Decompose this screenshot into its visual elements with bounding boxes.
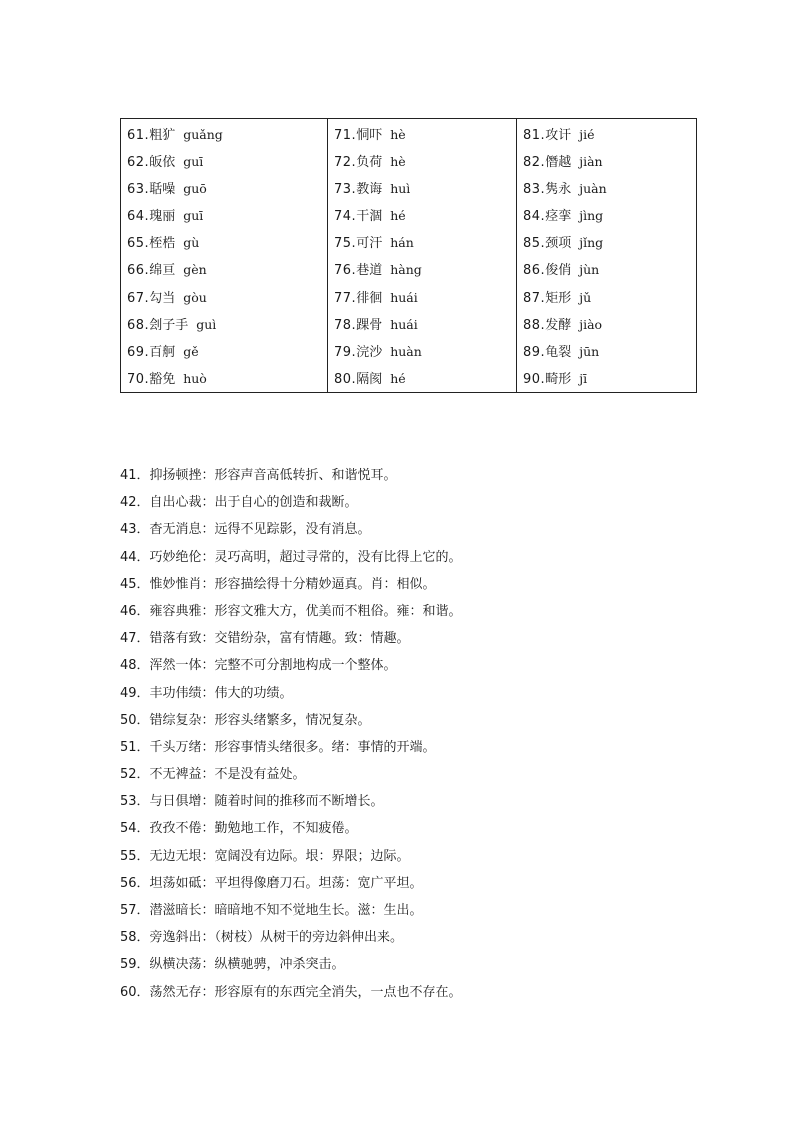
idiom-item: 43．杳无消息：远得不见踪影，没有消息。 — [120, 522, 371, 538]
entry-word: 负荷 — [356, 155, 383, 171]
entry-pinyin: gù — [183, 235, 200, 251]
entry-pinyin: guì — [196, 316, 217, 332]
entry-number: 83. — [523, 182, 546, 198]
entry-pinyin: huái — [390, 289, 418, 305]
entry-word: 聒噪 — [149, 182, 176, 198]
entry-number: 87. — [523, 290, 546, 306]
entry-number: 76. — [334, 263, 357, 279]
entry-word: 俊俏 — [545, 263, 572, 279]
idiom-item: 46．雍容典雅：形容文雅大方，优美而不粗俗。雍：和谐。 — [120, 603, 462, 619]
idiom-item: 48．浑然一体：完整不可分割地构成一个整体。 — [120, 658, 397, 674]
entry-word: 恫吓 — [356, 128, 383, 143]
entry-word: 教诲 — [356, 182, 383, 198]
idiom-item: 49．丰功伟绩：伟大的功绩。 — [120, 685, 293, 701]
pinyin-entry — [121, 175, 327, 202]
entry-pinyin: jiàn — [579, 154, 603, 170]
entry-pinyin: jūn — [579, 343, 600, 359]
entry-pinyin: jī — [579, 370, 588, 386]
pinyin-entry — [328, 202, 516, 229]
pinyin-entry — [517, 311, 696, 338]
entry-pinyin: hè — [390, 127, 406, 142]
entry-pinyin: hè — [390, 154, 406, 170]
entry-number: 86. — [523, 263, 546, 279]
entry-word: 僭越 — [545, 155, 572, 171]
pinyin-column-3 — [517, 119, 697, 393]
entry-word: 可汗 — [356, 236, 383, 252]
pinyin-entry — [517, 229, 696, 256]
idiom-item: 51．千头万绪：形容事情头绪很多。绪：事情的开端。 — [120, 739, 436, 755]
entry-number: 73. — [334, 182, 357, 198]
idiom-item: 41．抑扬顿挫：形容声音高低转折、和谐悦耳。 — [120, 468, 397, 483]
entry-number: 84. — [523, 209, 546, 225]
idiom-item: 56．坦荡如砥：平坦得像磨刀石。坦荡：宽广平坦。 — [120, 875, 423, 891]
entry-word: 畸形 — [545, 371, 572, 387]
idiom-item: 52．不无裨益：不是没有益处。 — [120, 767, 306, 783]
idiom-item: 45．惟妙惟肖：形容描绘得十分精妙逼真。肖：相似。 — [120, 576, 436, 592]
entry-pinyin: hé — [390, 208, 406, 224]
entry-word: 发酵 — [545, 317, 572, 333]
entry-number: 90. — [523, 371, 546, 387]
idiom-item: 53．与日俱增：随着时间的推移而不断增长。 — [120, 794, 384, 810]
idiom-item: 55．无边无垠：宽阔没有边际。垠：界限；边际。 — [120, 848, 410, 864]
entry-number: 81. — [523, 128, 546, 143]
pinyin-entry — [121, 229, 327, 256]
entry-pinyin: jǐng — [579, 235, 604, 251]
entry-number: 88. — [523, 317, 546, 333]
pinyin-entry — [121, 202, 327, 229]
pinyin-column-2 — [328, 119, 517, 393]
idiom-item: 57．潜滋暗长：暗暗地不知不觉地生长。滋：生出。 — [120, 903, 423, 918]
entry-number: 89. — [523, 344, 546, 360]
entry-word: 豁免 — [149, 371, 176, 387]
entry-number: 82. — [523, 155, 546, 171]
entry-pinyin: jùn — [579, 262, 600, 278]
entry-pinyin: guī — [183, 154, 204, 170]
pinyin-entry — [328, 256, 516, 283]
entry-number: 72. — [334, 155, 357, 171]
idiom-item: 58．旁逸斜出：（树枝）从树干的旁边斜伸出来。 — [120, 930, 404, 946]
entry-pinyin: gě — [183, 343, 199, 359]
pinyin-column-1 — [121, 119, 328, 393]
pinyin-entry — [517, 365, 696, 392]
entry-pinyin: hàng — [390, 262, 422, 278]
entry-pinyin: guō — [183, 181, 207, 197]
entry-pinyin: jǔ — [579, 289, 592, 305]
entry-number: 66. — [127, 263, 150, 279]
idiom-item: 60．荡然无存：形容原有的东西完全消失，一点也不存在。 — [120, 984, 462, 1000]
entry-pinyin: juàn — [579, 181, 607, 197]
entry-number: 71. — [334, 128, 357, 143]
entry-number: 85. — [523, 236, 546, 252]
idiom-item: 50．错综复杂：形容头绪繁多，情况复杂。 — [120, 712, 371, 728]
entry-pinyin: jiào — [579, 316, 603, 332]
entry-pinyin: guǎng — [183, 127, 223, 142]
pinyin-entry — [328, 148, 516, 175]
pinyin-entry — [328, 338, 516, 365]
pinyin-entry — [328, 175, 516, 202]
entry-pinyin: guī — [183, 208, 204, 224]
entry-word: 皈依 — [149, 155, 176, 171]
entry-pinyin: hán — [390, 235, 414, 251]
entry-number: 64. — [127, 209, 150, 225]
entry-number: 69. — [127, 344, 150, 360]
entry-pinyin: huì — [390, 181, 411, 197]
pinyin-entry — [121, 311, 327, 338]
pinyin-entry — [328, 284, 516, 311]
pinyin-entry — [121, 284, 327, 311]
entry-pinyin: jìng — [579, 208, 604, 224]
entry-number: 65. — [127, 236, 150, 252]
entry-word: 矩形 — [545, 290, 572, 306]
pinyin-entry — [121, 256, 327, 283]
idiom-item: 42．自出心裁：出于自心的创造和裁断。 — [120, 495, 358, 511]
entry-number: 79. — [334, 344, 357, 360]
idiom-item: 54．孜孜不倦：勤勉地工作，不知疲倦。 — [120, 821, 358, 837]
entry-pinyin: gèn — [183, 262, 207, 278]
entry-word: 勾当 — [149, 290, 176, 306]
entry-number: 78. — [334, 317, 357, 333]
entry-word: 刽子手 — [149, 317, 189, 333]
entry-word: 隔阂 — [356, 371, 383, 387]
entry-word: 徘徊 — [356, 290, 383, 306]
entry-word: 浣沙 — [356, 344, 383, 360]
pinyin-entry — [517, 256, 696, 283]
idiom-list — [120, 462, 720, 1006]
entry-word: 痉挛 — [545, 209, 572, 225]
entry-number: 62. — [127, 155, 150, 171]
pinyin-entry — [517, 202, 696, 229]
entry-word: 绵亘 — [149, 263, 176, 279]
entry-number: 80. — [334, 371, 357, 387]
entry-word: 粗犷 — [149, 128, 176, 143]
pinyin-entry — [517, 148, 696, 175]
pinyin-entry — [517, 284, 696, 311]
entry-number: 74. — [334, 209, 357, 225]
entry-pinyin: gòu — [183, 289, 207, 305]
entry-number: 75. — [334, 236, 357, 252]
entry-pinyin: huái — [390, 316, 418, 332]
entry-number: 61. — [127, 128, 150, 143]
pinyin-entry — [517, 175, 696, 202]
pinyin-entry — [328, 311, 516, 338]
entry-word: 瑰丽 — [149, 209, 176, 225]
entry-word: 颈项 — [545, 236, 572, 252]
entry-word: 踝骨 — [356, 317, 383, 333]
entry-word: 干涸 — [356, 209, 383, 225]
idiom-item: 59．纵横决荡：纵横驰骋，冲杀突击。 — [120, 957, 345, 973]
pinyin-table — [120, 118, 697, 393]
pinyin-entry — [517, 121, 696, 148]
entry-pinyin: huàn — [390, 343, 422, 359]
pinyin-entry — [328, 365, 516, 392]
entry-word: 龟裂 — [545, 344, 572, 360]
entry-pinyin: huò — [183, 370, 207, 386]
pinyin-entry — [121, 121, 327, 148]
pinyin-entry — [121, 338, 327, 365]
entry-word: 桎梏 — [149, 236, 176, 252]
entry-number: 67. — [127, 290, 150, 306]
entry-number: 70. — [127, 371, 150, 387]
pinyin-entry — [517, 338, 696, 365]
entry-word: 巷道 — [356, 263, 383, 279]
entry-word: 攻讦 — [545, 128, 572, 143]
pinyin-entry — [121, 365, 327, 392]
entry-number: 68. — [127, 317, 150, 333]
pinyin-entry — [328, 229, 516, 256]
entry-pinyin: hé — [390, 370, 406, 386]
idiom-item: 47．错落有致：交错纷杂，富有情趣。致：情趣。 — [120, 631, 410, 647]
entry-word: 百舸 — [149, 344, 176, 360]
entry-number: 63. — [127, 182, 150, 198]
entry-word: 隽永 — [545, 182, 572, 198]
idiom-item: 44．巧妙绝伦：灵巧高明，超过寻常的，没有比得上它的。 — [120, 549, 462, 565]
entry-number: 77. — [334, 290, 357, 306]
pinyin-entry — [121, 148, 327, 175]
entry-pinyin: jié — [579, 127, 595, 142]
pinyin-entry — [328, 121, 516, 148]
